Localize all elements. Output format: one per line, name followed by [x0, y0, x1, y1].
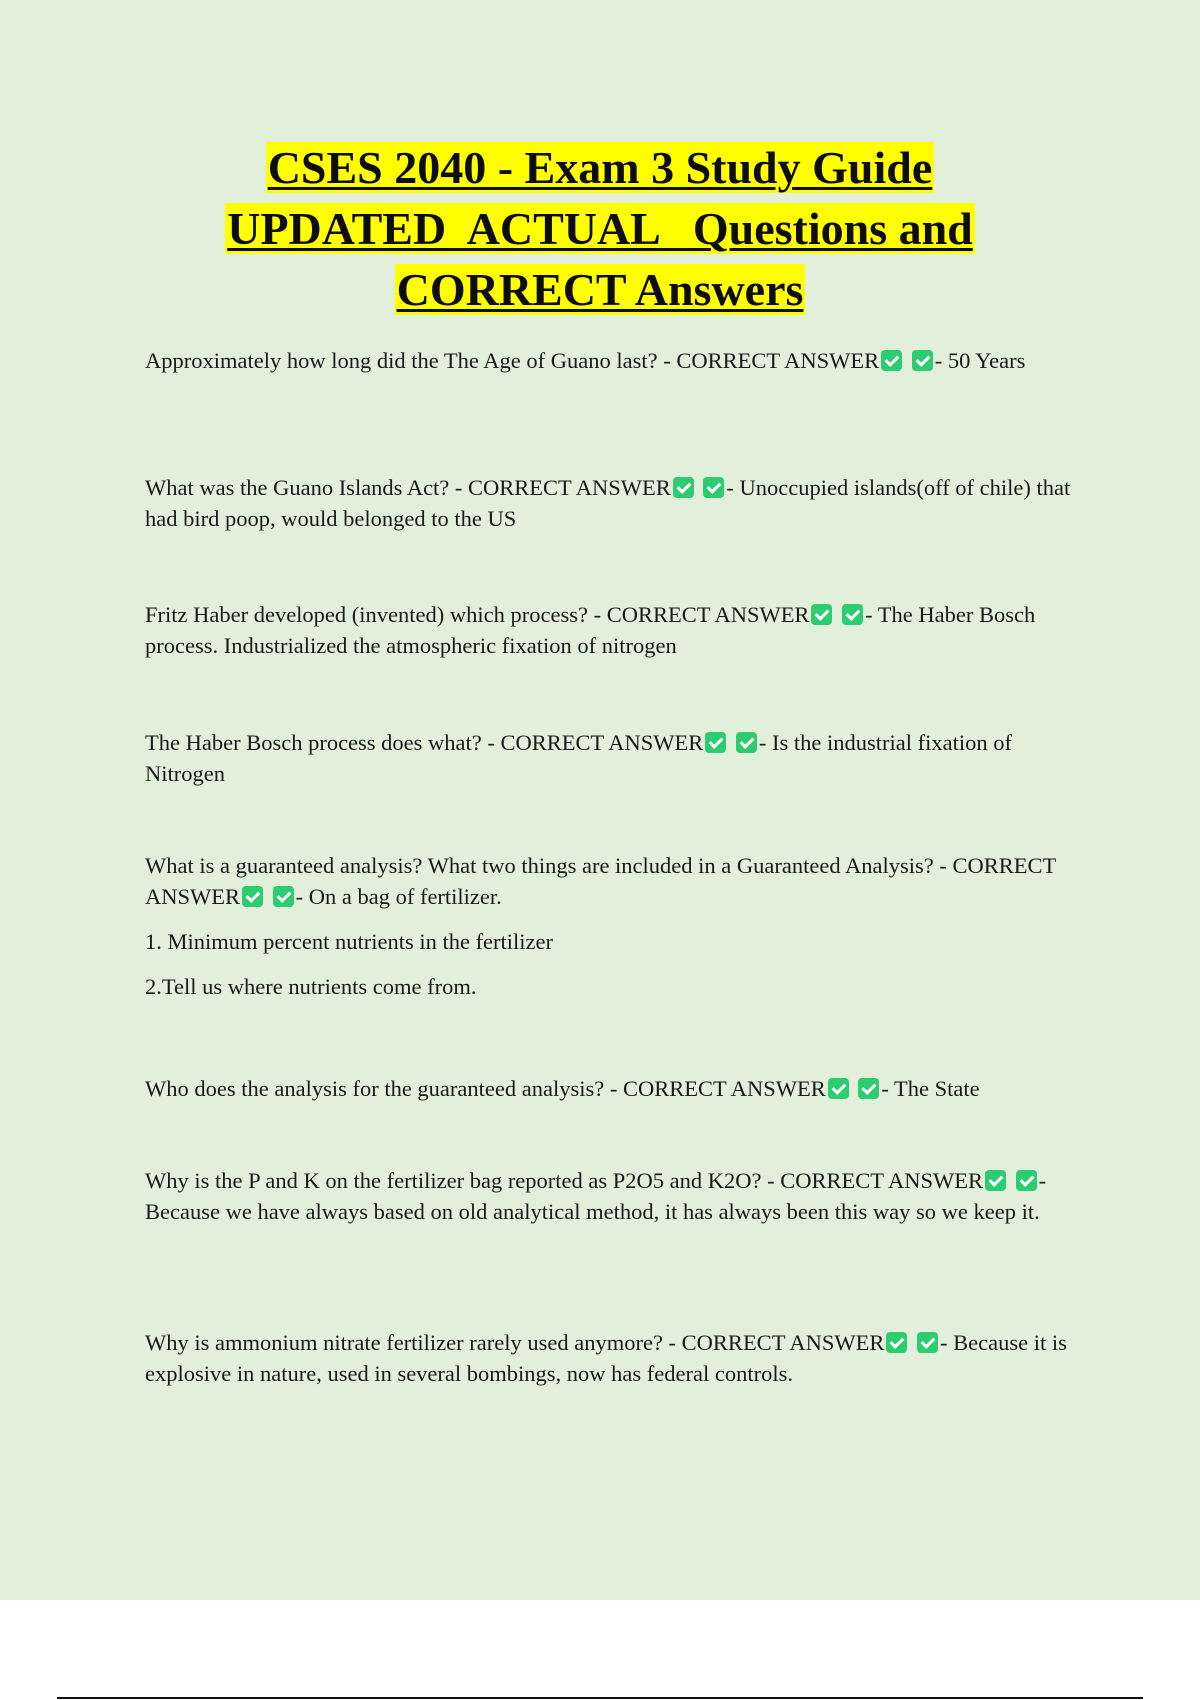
question-text: Why is ammonium nitrate fertilizer rarely used anymore? - CORRECT ANSWER: [145, 1330, 885, 1355]
qa-paragraph: [145, 1073, 1095, 1104]
check-mark-icon: [828, 1078, 849, 1099]
qa-paragraph: [145, 345, 1095, 376]
qa-paragraph: [145, 727, 1095, 789]
title-line-1: [0, 140, 1200, 196]
answer-text: - Because we have always based on old analytical method, it has always been this way so we keep it.: [145, 1168, 1047, 1224]
check-mark-icon: [917, 1332, 938, 1353]
title-line-3: [0, 262, 1200, 318]
qa-item-8: [145, 1327, 1095, 1389]
answer-text: - On a bag of fertilizer.: [295, 884, 502, 909]
check-mark-icon: [705, 732, 726, 753]
answer-list-item: 1. Minimum percent nutrients in the fertilizer: [145, 929, 554, 954]
title-text-2: UPDATED ACTUAL Questions and: [227, 203, 973, 254]
answer-list-item: 2.Tell us where nutrients come from.: [145, 974, 477, 999]
answer-text: - Is the industrial fixation of Nitrogen: [145, 730, 1012, 786]
qa-item-6: [145, 1073, 1095, 1104]
check-mark-icon: [242, 886, 263, 907]
answer-text: - 50 Years: [934, 348, 1026, 373]
answer-text: - Because it is explosive in nature, used in several bombings, now has federal controls.: [145, 1330, 1067, 1386]
question-text: Who does the analysis for the guaranteed analysis? - CORRECT ANSWER: [145, 1076, 826, 1101]
footer-divider: [57, 1697, 1143, 1699]
question-text: Fritz Haber developed (invented) which process? - CORRECT ANSWER: [145, 602, 810, 627]
question-text: What was the Guano Islands Act? - CORRECT ANSWER: [145, 475, 671, 500]
question-text: Why is the P and K on the fertilizer bag reported as P2O5 and K2O? - CORRECT ANSWER: [145, 1168, 983, 1193]
qa-paragraph: [145, 599, 1095, 661]
qa-paragraph: [145, 1165, 1095, 1227]
question-text: What is a guaranteed analysis? What two things are included in a Guaranteed Analysis? - CORRECT ANSWER: [145, 853, 1056, 909]
answer-text: - The Haber Bosch process. Industrialized the atmospheric fixation of nitrogen: [145, 602, 1036, 658]
title-line-2: [0, 201, 1200, 257]
check-mark-icon: [912, 350, 933, 371]
check-mark-icon: [842, 604, 863, 625]
qa-item-4: [145, 727, 1095, 789]
answer-text: - Unoccupied islands(off of chile) that had bird poop, would belonged to the US: [145, 475, 1071, 531]
check-mark-icon: [881, 350, 902, 371]
qa-item-5: [145, 850, 1095, 1002]
check-mark-icon: [886, 1332, 907, 1353]
qa-paragraph: [145, 472, 1095, 534]
question-text: Approximately how long did the The Age of Guano last? - CORRECT ANSWER: [145, 348, 880, 373]
check-mark-icon: [811, 604, 832, 625]
question-text: The Haber Bosch process does what? - CORRECT ANSWER: [145, 730, 704, 755]
check-mark-icon: [985, 1170, 1006, 1191]
qa-item-7: [145, 1165, 1095, 1227]
check-mark-icon: [673, 477, 694, 498]
check-mark-icon: [1016, 1170, 1037, 1191]
title-text-3: CORRECT Answers: [396, 264, 804, 315]
check-mark-icon: [273, 886, 294, 907]
check-mark-icon: [858, 1078, 879, 1099]
qa-paragraph: [145, 850, 1095, 912]
qa-paragraph: [145, 1327, 1095, 1389]
check-mark-icon: [736, 732, 757, 753]
qa-item-2: [145, 472, 1095, 534]
qa-item-1: [145, 345, 1095, 376]
qa-item-3: [145, 599, 1095, 661]
document-title: [0, 140, 1200, 323]
check-mark-icon: [703, 477, 724, 498]
title-text-1: CSES 2040 - Exam 3 Study Guide: [267, 142, 933, 193]
answer-text: - The State: [881, 1076, 980, 1101]
